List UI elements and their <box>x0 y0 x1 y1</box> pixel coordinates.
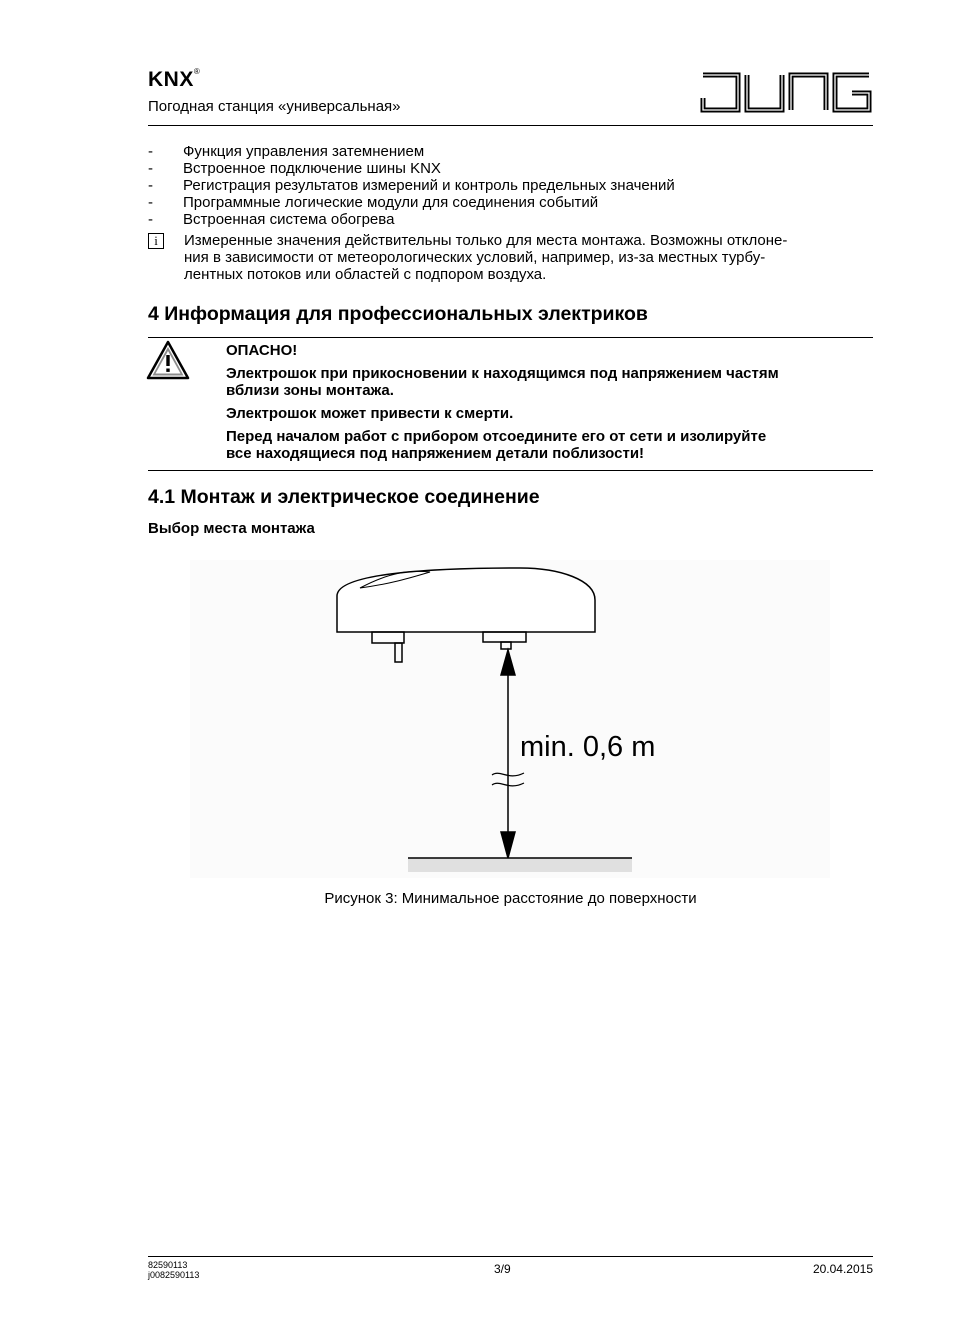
footer-code: 82590113 <box>148 1260 188 1270</box>
feature-list <box>148 143 873 228</box>
list-marker: - <box>148 194 153 211</box>
footer-code: j0082590113 <box>148 1270 200 1280</box>
section-4-title: 4 Информация для профессиональных электриков <box>148 303 648 325</box>
header-divider <box>148 125 873 126</box>
list-item <box>148 211 873 228</box>
list-marker: - <box>148 160 153 177</box>
list-item-text: Программные логические модули для соединения событий <box>183 194 599 211</box>
info-note-line: Измеренные значения действительны только для места монтажа. Возможны отклоне- <box>184 232 788 249</box>
list-item <box>148 194 873 211</box>
figure-caption: Рисунок 3: Минимальное расстояние до поверхности <box>324 890 697 907</box>
list-item <box>148 177 873 194</box>
warning-top-divider <box>148 337 873 338</box>
list-item-text: Встроенное подключение шины KNX <box>183 160 441 177</box>
knx-logo-text: KNX <box>148 68 194 91</box>
knx-registered-mark: ® <box>193 67 201 76</box>
list-item <box>148 143 873 160</box>
warning-paragraph <box>226 428 866 462</box>
footer-codes <box>148 1260 199 1280</box>
warning-paragraph <box>226 365 866 399</box>
info-icon: i <box>148 233 164 249</box>
info-note-text <box>184 232 787 283</box>
warning-paragraph: Электрошок может привести к смерти. <box>226 405 514 422</box>
warning-line: вблизи зоны монтажа. <box>226 382 394 399</box>
footer-date: 20.04.2015 <box>812 1262 873 1276</box>
list-item-text: Встроенная система обогрева <box>183 211 395 228</box>
section-4-1-title: 4.1 Монтаж и электрическое соединение <box>148 486 540 508</box>
list-item-text: Функция управления затемнением <box>183 143 425 160</box>
mounting-distance-diagram <box>190 560 830 880</box>
warning-bottom-divider <box>148 470 873 471</box>
document-subtitle: Погодная станция «универсальная» <box>148 98 401 115</box>
info-note-line: ния в зависимости от метеорологических условий, например, из-за местных турбу- <box>184 249 766 266</box>
list-marker: - <box>148 211 153 228</box>
warning-line: Перед началом работ с прибором отсоедините его от сети и изолируйте <box>226 428 767 445</box>
list-marker: - <box>148 177 153 194</box>
info-note <box>148 232 873 283</box>
ground-surface <box>408 858 632 872</box>
list-item-text: Регистрация результатов измерений и контроль предельных значений <box>183 177 675 194</box>
footer-divider <box>148 1256 873 1257</box>
distance-label: min. 0,6 m <box>520 731 656 763</box>
list-marker: - <box>148 143 153 160</box>
jung-logo <box>700 72 873 114</box>
knx-logo <box>148 68 200 92</box>
warning-triangle-icon <box>146 340 190 380</box>
mounting-location-subheading: Выбор места монтажа <box>148 520 315 537</box>
warning-block <box>226 342 866 468</box>
warning-line: Электрошок при прикосновении к находящимся под напряжением частям <box>226 365 779 382</box>
warning-heading: ОПАСНО! <box>226 342 298 359</box>
info-note-line: лентных потоков или областей с подпором воздуха. <box>184 266 547 283</box>
list-item <box>148 160 873 177</box>
warning-line: все находящиеся под напряжением детали поблизости! <box>226 445 645 462</box>
page-number: 3/9 <box>494 1262 511 1276</box>
